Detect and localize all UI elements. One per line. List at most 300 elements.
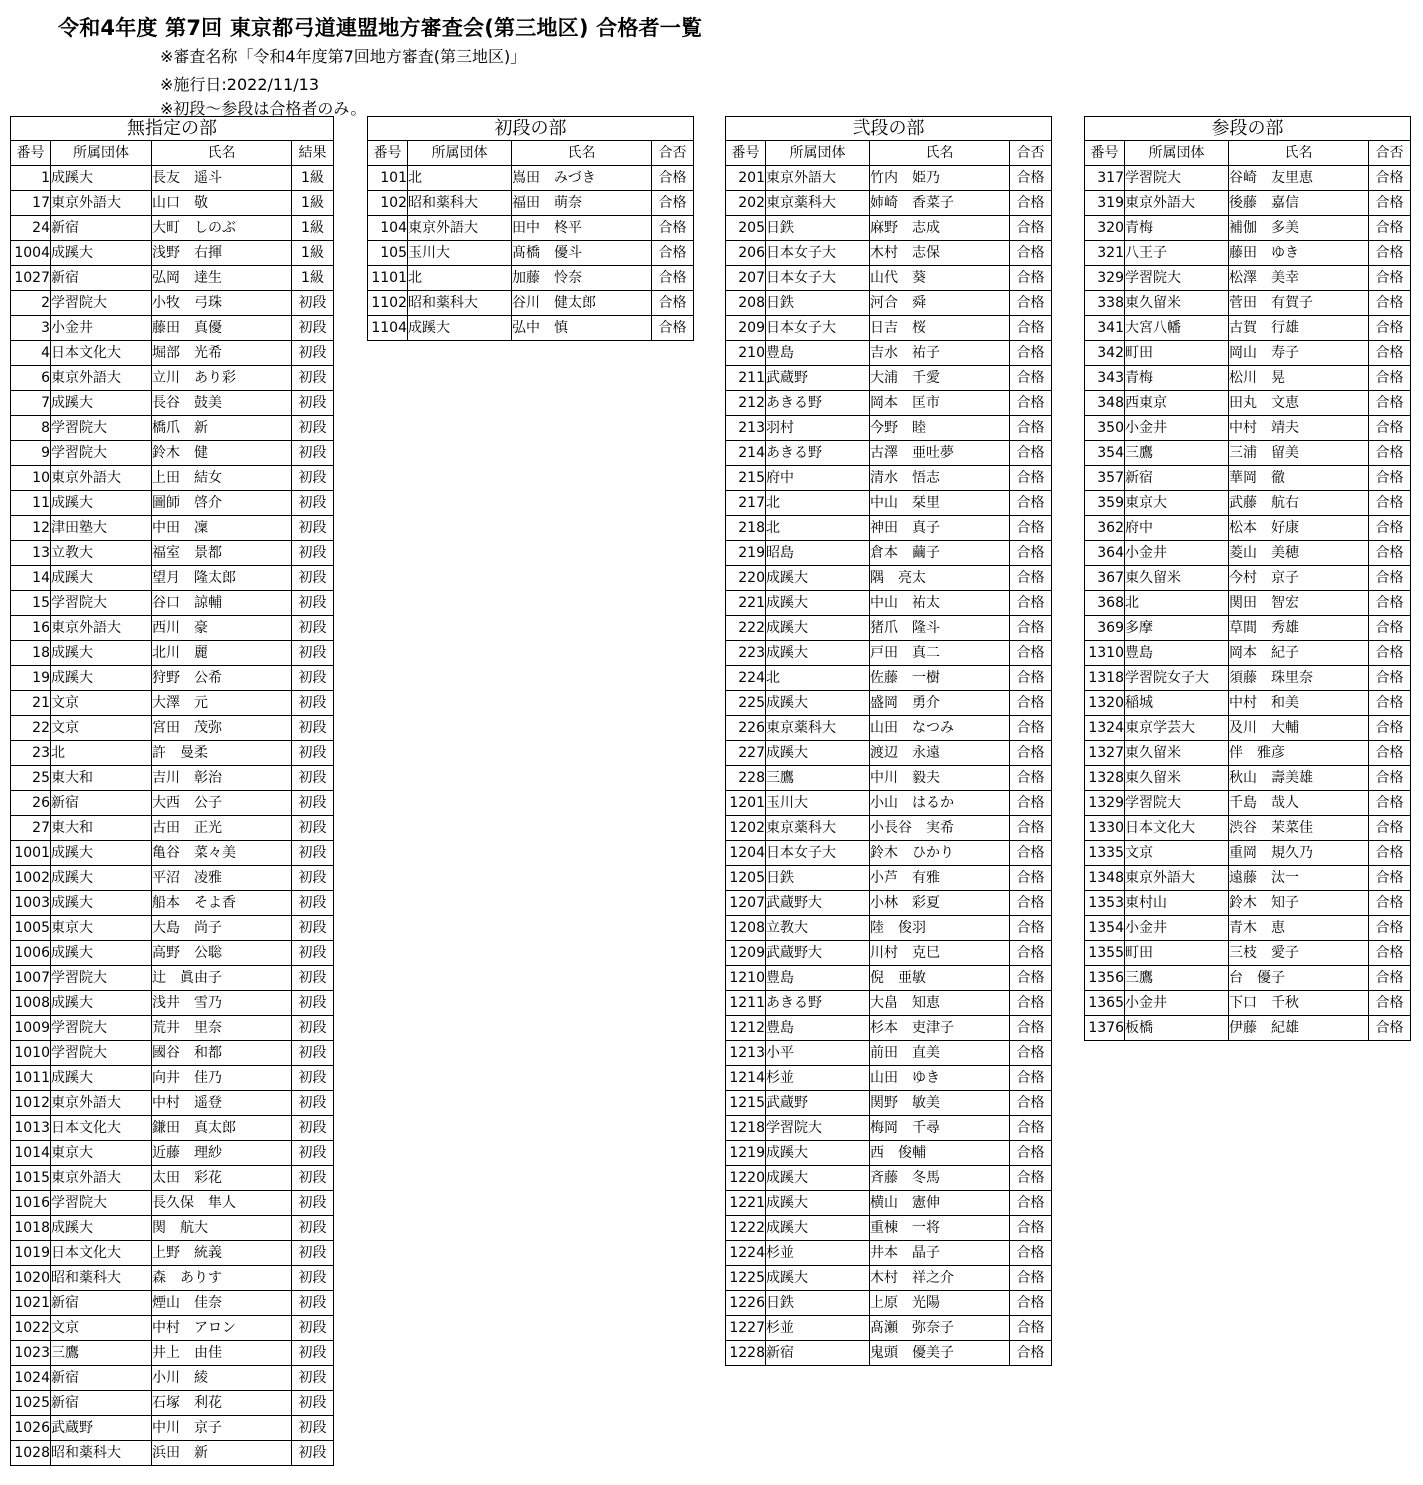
entry-group: 玉川大	[766, 791, 870, 816]
entry-name: 中山 栞里	[870, 491, 1010, 516]
table-row	[726, 1266, 1052, 1291]
entry-number: 219	[726, 541, 766, 566]
section-title: 無指定の部	[11, 117, 334, 141]
entry-group: 東大和	[51, 766, 152, 791]
entry-number: 215	[726, 466, 766, 491]
entry-group: 三鷹	[1125, 441, 1229, 466]
table-row	[368, 166, 694, 191]
entry-name: 中川 毅夫	[870, 766, 1010, 791]
note-pass-only: ※初段～参段は合格者のみ。	[160, 99, 367, 118]
table-row	[726, 1041, 1052, 1066]
entry-result: 合格	[1010, 866, 1052, 891]
entry-number: 11	[11, 491, 51, 516]
entry-name: 秋山 壽美雄	[1229, 766, 1369, 791]
entry-name: 今村 京子	[1229, 566, 1369, 591]
entry-result: 初段	[292, 1066, 334, 1091]
entry-name: 向井 佳乃	[152, 1066, 292, 1091]
entry-name: 山口 敬	[152, 191, 292, 216]
table-row	[11, 391, 334, 416]
entry-number: 209	[726, 316, 766, 341]
entry-group: 小金井	[1125, 416, 1229, 441]
table-row	[726, 216, 1052, 241]
entry-number: 1008	[11, 991, 51, 1016]
entry-group: 学習院大	[51, 416, 152, 441]
entry-result: 合格	[1010, 191, 1052, 216]
entry-name: 戸田 真二	[870, 641, 1010, 666]
entry-name: 神田 真子	[870, 516, 1010, 541]
entry-name: 高野 公聡	[152, 941, 292, 966]
entry-result: 合格	[1369, 841, 1411, 866]
entry-number: 1026	[11, 1416, 51, 1441]
table-row	[1085, 466, 1411, 491]
entry-group: 東京外語大	[51, 366, 152, 391]
entry-result: 合格	[1010, 1016, 1052, 1041]
entry-name: 中村 和美	[1229, 691, 1369, 716]
table-row	[11, 841, 334, 866]
entry-group: 成蹊大	[51, 391, 152, 416]
entry-result: 合格	[1369, 591, 1411, 616]
entry-number: 1376	[1085, 1016, 1125, 1041]
entry-number: 22	[11, 716, 51, 741]
entry-number: 1205	[726, 866, 766, 891]
table-row	[1085, 316, 1411, 341]
entry-group: 日本文化大	[51, 1116, 152, 1141]
entry-result: 1級	[292, 191, 334, 216]
entry-group: 東大和	[51, 816, 152, 841]
entry-number: 1225	[726, 1266, 766, 1291]
entry-group: 学習院大	[51, 591, 152, 616]
entry-result: 合格	[1010, 616, 1052, 641]
entry-number: 1310	[1085, 641, 1125, 666]
table-row	[726, 1291, 1052, 1316]
entry-group: 青梅	[1125, 216, 1229, 241]
entry-name: 小山 はるか	[870, 791, 1010, 816]
entry-number: 1007	[11, 966, 51, 991]
entry-group: 日本女子大	[766, 841, 870, 866]
entry-number: 1201	[726, 791, 766, 816]
entry-result: 合格	[1010, 591, 1052, 616]
entry-group: 文京	[1125, 841, 1229, 866]
entry-group: 昭和薬科大	[408, 191, 512, 216]
table-row	[726, 791, 1052, 816]
entry-result: 合格	[1010, 766, 1052, 791]
table-row	[11, 1266, 334, 1291]
entry-name: 陸 俊羽	[870, 916, 1010, 941]
entry-result: 合格	[1010, 641, 1052, 666]
entry-result: 初段	[292, 1291, 334, 1316]
entry-number: 1001	[11, 841, 51, 866]
entry-group: 成蹊大	[51, 866, 152, 891]
entry-name: 立川 あり彩	[152, 366, 292, 391]
entry-result: 合格	[1010, 916, 1052, 941]
entry-number: 17	[11, 191, 51, 216]
entry-number: 1010	[11, 1041, 51, 1066]
table-row	[1085, 916, 1411, 941]
entry-name: 鎌田 真太郎	[152, 1116, 292, 1141]
entry-number: 24	[11, 216, 51, 241]
entry-number: 207	[726, 266, 766, 291]
table-row	[726, 1191, 1052, 1216]
entry-result: 初段	[292, 1216, 334, 1241]
entry-number: 210	[726, 341, 766, 366]
entry-result: 合格	[1369, 766, 1411, 791]
entry-name: 姉崎 香菜子	[870, 191, 1010, 216]
table-row	[11, 216, 334, 241]
entry-result: 1級	[292, 216, 334, 241]
table-row	[11, 1391, 334, 1416]
table-row	[726, 441, 1052, 466]
entry-group: 学習院大	[766, 1116, 870, 1141]
entry-group: 三鷹	[51, 1341, 152, 1366]
table-row	[368, 241, 694, 266]
table-row	[368, 291, 694, 316]
entry-number: 1025	[11, 1391, 51, 1416]
table-row	[726, 516, 1052, 541]
entry-result: 合格	[652, 191, 694, 216]
entry-name: 木村 志保	[870, 241, 1010, 266]
entry-name: 佐藤 一樹	[870, 666, 1010, 691]
entry-name: 小川 綾	[152, 1366, 292, 1391]
entry-group: 東京外語大	[1125, 191, 1229, 216]
entry-number: 362	[1085, 516, 1125, 541]
entry-result: 初段	[292, 1016, 334, 1041]
entry-group: 日本女子大	[766, 266, 870, 291]
entry-number: 364	[1085, 541, 1125, 566]
entry-group: 東京薬科大	[766, 716, 870, 741]
table-row	[726, 291, 1052, 316]
header-number: 番号	[726, 141, 766, 166]
table-row	[1085, 741, 1411, 766]
entry-group: 小金井	[51, 316, 152, 341]
entry-result: 合格	[1369, 366, 1411, 391]
entry-result: 初段	[292, 1141, 334, 1166]
entry-number: 2	[11, 291, 51, 316]
entry-result: 合格	[1369, 616, 1411, 641]
header-name: 氏名	[512, 141, 652, 166]
entry-name: 浜田 新	[152, 1441, 292, 1466]
header-name: 氏名	[1229, 141, 1369, 166]
entry-result: 合格	[1369, 891, 1411, 916]
table-row	[1085, 816, 1411, 841]
entry-number: 368	[1085, 591, 1125, 616]
entry-name: 青木 恵	[1229, 916, 1369, 941]
entry-name: 西川 豪	[152, 616, 292, 641]
section-shodan	[367, 116, 694, 341]
entry-result: 合格	[1010, 1191, 1052, 1216]
entry-number: 343	[1085, 366, 1125, 391]
entry-name: 中川 京子	[152, 1416, 292, 1441]
entry-number: 225	[726, 691, 766, 716]
entry-number: 4	[11, 341, 51, 366]
entry-result: 合格	[1369, 216, 1411, 241]
entry-number: 221	[726, 591, 766, 616]
entry-group: 東京大	[51, 916, 152, 941]
entry-name: 華岡 徹	[1229, 466, 1369, 491]
table-row	[726, 716, 1052, 741]
section-sandan	[1084, 116, 1411, 1041]
entry-name: 中村 遥登	[152, 1091, 292, 1116]
entry-group: 大宮八幡	[1125, 316, 1229, 341]
entry-group: 小平	[766, 1041, 870, 1066]
entry-result: 合格	[1369, 541, 1411, 566]
entry-name: 谷崎 友里恵	[1229, 166, 1369, 191]
entry-result: 初段	[292, 1166, 334, 1191]
table-row	[1085, 391, 1411, 416]
entry-name: 藤田 ゆき	[1229, 241, 1369, 266]
entry-name: 猪爪 隆斗	[870, 616, 1010, 641]
entry-name: 及川 大輔	[1229, 716, 1369, 741]
entry-result: 合格	[1369, 316, 1411, 341]
table-row	[726, 316, 1052, 341]
entry-group: 東久留米	[1125, 566, 1229, 591]
table-row	[11, 166, 334, 191]
entry-name: 加藤 怜奈	[512, 266, 652, 291]
entry-result: 合格	[652, 216, 694, 241]
entry-group: 日鉄	[766, 216, 870, 241]
roster-table	[725, 116, 1052, 1366]
entry-number: 1320	[1085, 691, 1125, 716]
entry-group: 東京外語大	[51, 616, 152, 641]
table-row	[1085, 941, 1411, 966]
entry-group: 文京	[51, 1316, 152, 1341]
entry-result: 初段	[292, 991, 334, 1016]
entry-name: 岡山 寿子	[1229, 341, 1369, 366]
entry-group: 成蹊大	[51, 891, 152, 916]
entry-result: 合格	[1369, 341, 1411, 366]
entry-group: 学習院大	[1125, 791, 1229, 816]
table-row	[726, 1016, 1052, 1041]
table-row	[1085, 266, 1411, 291]
entry-number: 105	[368, 241, 408, 266]
table-row	[11, 341, 334, 366]
entry-group: 成蹊大	[408, 316, 512, 341]
entry-group: 昭和薬科大	[408, 291, 512, 316]
entry-name: 中山 祐太	[870, 591, 1010, 616]
entry-number: 1003	[11, 891, 51, 916]
entry-number: 213	[726, 416, 766, 441]
entry-name: 煙山 佳奈	[152, 1291, 292, 1316]
entry-name: 圖師 啓介	[152, 491, 292, 516]
table-row	[368, 266, 694, 291]
entry-group: 東村山	[1125, 891, 1229, 916]
entry-result: 初段	[292, 1416, 334, 1441]
entry-group: 杉並	[766, 1316, 870, 1341]
entry-group: 学習院大	[51, 1191, 152, 1216]
table-row	[726, 191, 1052, 216]
entry-number: 319	[1085, 191, 1125, 216]
entry-name: 井上 由佳	[152, 1341, 292, 1366]
roster-table	[367, 116, 694, 341]
entry-group: 日本文化大	[51, 1241, 152, 1266]
entry-group: 新宿	[51, 1366, 152, 1391]
table-row	[1085, 616, 1411, 641]
entry-result: 初段	[292, 966, 334, 991]
entry-result: 初段	[292, 791, 334, 816]
entry-group: 成蹊大	[51, 941, 152, 966]
entry-result: 合格	[1010, 441, 1052, 466]
table-row	[1085, 966, 1411, 991]
entry-result: 初段	[292, 641, 334, 666]
table-row	[726, 566, 1052, 591]
entry-group: 成蹊大	[766, 566, 870, 591]
entry-number: 1213	[726, 1041, 766, 1066]
entry-group: 日本女子大	[766, 241, 870, 266]
entry-name: 石塚 利花	[152, 1391, 292, 1416]
table-row	[726, 1066, 1052, 1091]
table-row	[1085, 491, 1411, 516]
entry-number: 1348	[1085, 866, 1125, 891]
entry-name: 麻野 志成	[870, 216, 1010, 241]
entry-name: 田丸 文恵	[1229, 391, 1369, 416]
entry-number: 1014	[11, 1141, 51, 1166]
entry-name: 中村 アロン	[152, 1316, 292, 1341]
entry-group: 東久留米	[1125, 766, 1229, 791]
entry-number: 18	[11, 641, 51, 666]
entry-group: 学習院大	[51, 291, 152, 316]
entry-result: 合格	[1369, 566, 1411, 591]
entry-group: 府中	[1125, 516, 1229, 541]
entry-number: 1	[11, 166, 51, 191]
entry-name: 遠藤 汰一	[1229, 866, 1369, 891]
entry-name: 鈴木 ひかり	[870, 841, 1010, 866]
entry-number: 214	[726, 441, 766, 466]
entry-group: 青梅	[1125, 366, 1229, 391]
entry-number: 1209	[726, 941, 766, 966]
entry-result: 合格	[652, 166, 694, 191]
entry-name: 岡本 紀子	[1229, 641, 1369, 666]
table-row	[11, 691, 334, 716]
entry-group: 東京薬科大	[766, 191, 870, 216]
entry-group: 武蔵野	[766, 1091, 870, 1116]
table-row	[11, 1416, 334, 1441]
table-row	[726, 541, 1052, 566]
entry-name: 髙瀬 弥奈子	[870, 1316, 1010, 1341]
table-row	[11, 941, 334, 966]
entry-group: 北	[1125, 591, 1229, 616]
entry-name: 重棟 一将	[870, 1216, 1010, 1241]
entry-name: 堀部 光希	[152, 341, 292, 366]
entry-number: 1018	[11, 1216, 51, 1241]
entry-name: 亀谷 菜々美	[152, 841, 292, 866]
entry-group: 北	[408, 266, 512, 291]
entry-group: 多摩	[1125, 616, 1229, 641]
entry-result: 合格	[1369, 291, 1411, 316]
entry-number: 1328	[1085, 766, 1125, 791]
entry-number: 1224	[726, 1241, 766, 1266]
entry-number: 1212	[726, 1016, 766, 1041]
entry-group: 昭和薬科大	[51, 1441, 152, 1466]
entry-number: 1005	[11, 916, 51, 941]
entry-name: 上野 統義	[152, 1241, 292, 1266]
entry-result: 初段	[292, 366, 334, 391]
entry-number: 220	[726, 566, 766, 591]
table-row	[726, 891, 1052, 916]
entry-name: 隅 亮太	[870, 566, 1010, 591]
entry-number: 341	[1085, 316, 1125, 341]
entry-group: 成蹊大	[766, 1166, 870, 1191]
entry-group: 新宿	[1125, 466, 1229, 491]
entry-group: あきる野	[766, 991, 870, 1016]
table-row	[726, 1166, 1052, 1191]
entry-name: 関 航大	[152, 1216, 292, 1241]
entry-result: 合格	[1010, 791, 1052, 816]
table-row	[726, 1341, 1052, 1366]
entry-name: 谷口 諒輔	[152, 591, 292, 616]
entry-name: 田中 柊平	[512, 216, 652, 241]
table-row	[11, 316, 334, 341]
entry-name: 吉水 祐子	[870, 341, 1010, 366]
table-row	[11, 1441, 334, 1466]
entry-result: 初段	[292, 1391, 334, 1416]
entry-number: 1013	[11, 1116, 51, 1141]
table-row	[11, 1241, 334, 1266]
entry-result: 初段	[292, 1316, 334, 1341]
entry-result: 初段	[292, 466, 334, 491]
table-row	[726, 1141, 1052, 1166]
table-row	[11, 966, 334, 991]
entry-group: 小金井	[1125, 541, 1229, 566]
entry-name: 大澤 元	[152, 691, 292, 716]
table-row	[11, 191, 334, 216]
section-title: 弐段の部	[726, 117, 1052, 141]
entry-name: 松本 好康	[1229, 516, 1369, 541]
entry-result: 1級	[292, 166, 334, 191]
entry-number: 1027	[11, 266, 51, 291]
header-result: 合否	[1369, 141, 1411, 166]
entry-number: 212	[726, 391, 766, 416]
entry-result: 合格	[1010, 1166, 1052, 1191]
entry-name: 須藤 珠里奈	[1229, 666, 1369, 691]
entry-result: 合格	[1010, 841, 1052, 866]
entry-result: 初段	[292, 416, 334, 441]
table-row	[11, 891, 334, 916]
entry-number: 211	[726, 366, 766, 391]
table-row	[726, 341, 1052, 366]
entry-group: 学習院大	[51, 966, 152, 991]
entry-number: 19	[11, 666, 51, 691]
entry-name: 福田 萌奈	[512, 191, 652, 216]
entry-name: 清水 悟志	[870, 466, 1010, 491]
table-row	[11, 1116, 334, 1141]
entry-number: 1028	[11, 1441, 51, 1466]
entry-group: 三鷹	[1125, 966, 1229, 991]
entry-number: 202	[726, 191, 766, 216]
note-exam-name: ※審査名称「令和4年度第7回地方審査(第三地区)」	[160, 47, 527, 66]
entry-result: 初段	[292, 1116, 334, 1141]
entry-number: 8	[11, 416, 51, 441]
entry-group: 学習院大	[1125, 266, 1229, 291]
entry-name: 浅井 雪乃	[152, 991, 292, 1016]
entry-name: 松澤 美幸	[1229, 266, 1369, 291]
entry-result: 合格	[1369, 491, 1411, 516]
entry-name: 伴 雅彦	[1229, 741, 1369, 766]
entry-group: 新宿	[51, 1291, 152, 1316]
entry-name: 鈴木 知子	[1229, 891, 1369, 916]
entry-result: 合格	[652, 316, 694, 341]
entry-group: 豊島	[766, 1016, 870, 1041]
entry-result: 合格	[652, 291, 694, 316]
entry-number: 101	[368, 166, 408, 191]
entry-result: 初段	[292, 916, 334, 941]
header-group: 所属団体	[408, 141, 512, 166]
entry-name: 國谷 和都	[152, 1041, 292, 1066]
table-row	[11, 716, 334, 741]
entry-name: 長友 遥斗	[152, 166, 292, 191]
table-row	[726, 366, 1052, 391]
entry-group: 武蔵野大	[766, 941, 870, 966]
table-row	[11, 591, 334, 616]
entry-result: 合格	[1010, 816, 1052, 841]
